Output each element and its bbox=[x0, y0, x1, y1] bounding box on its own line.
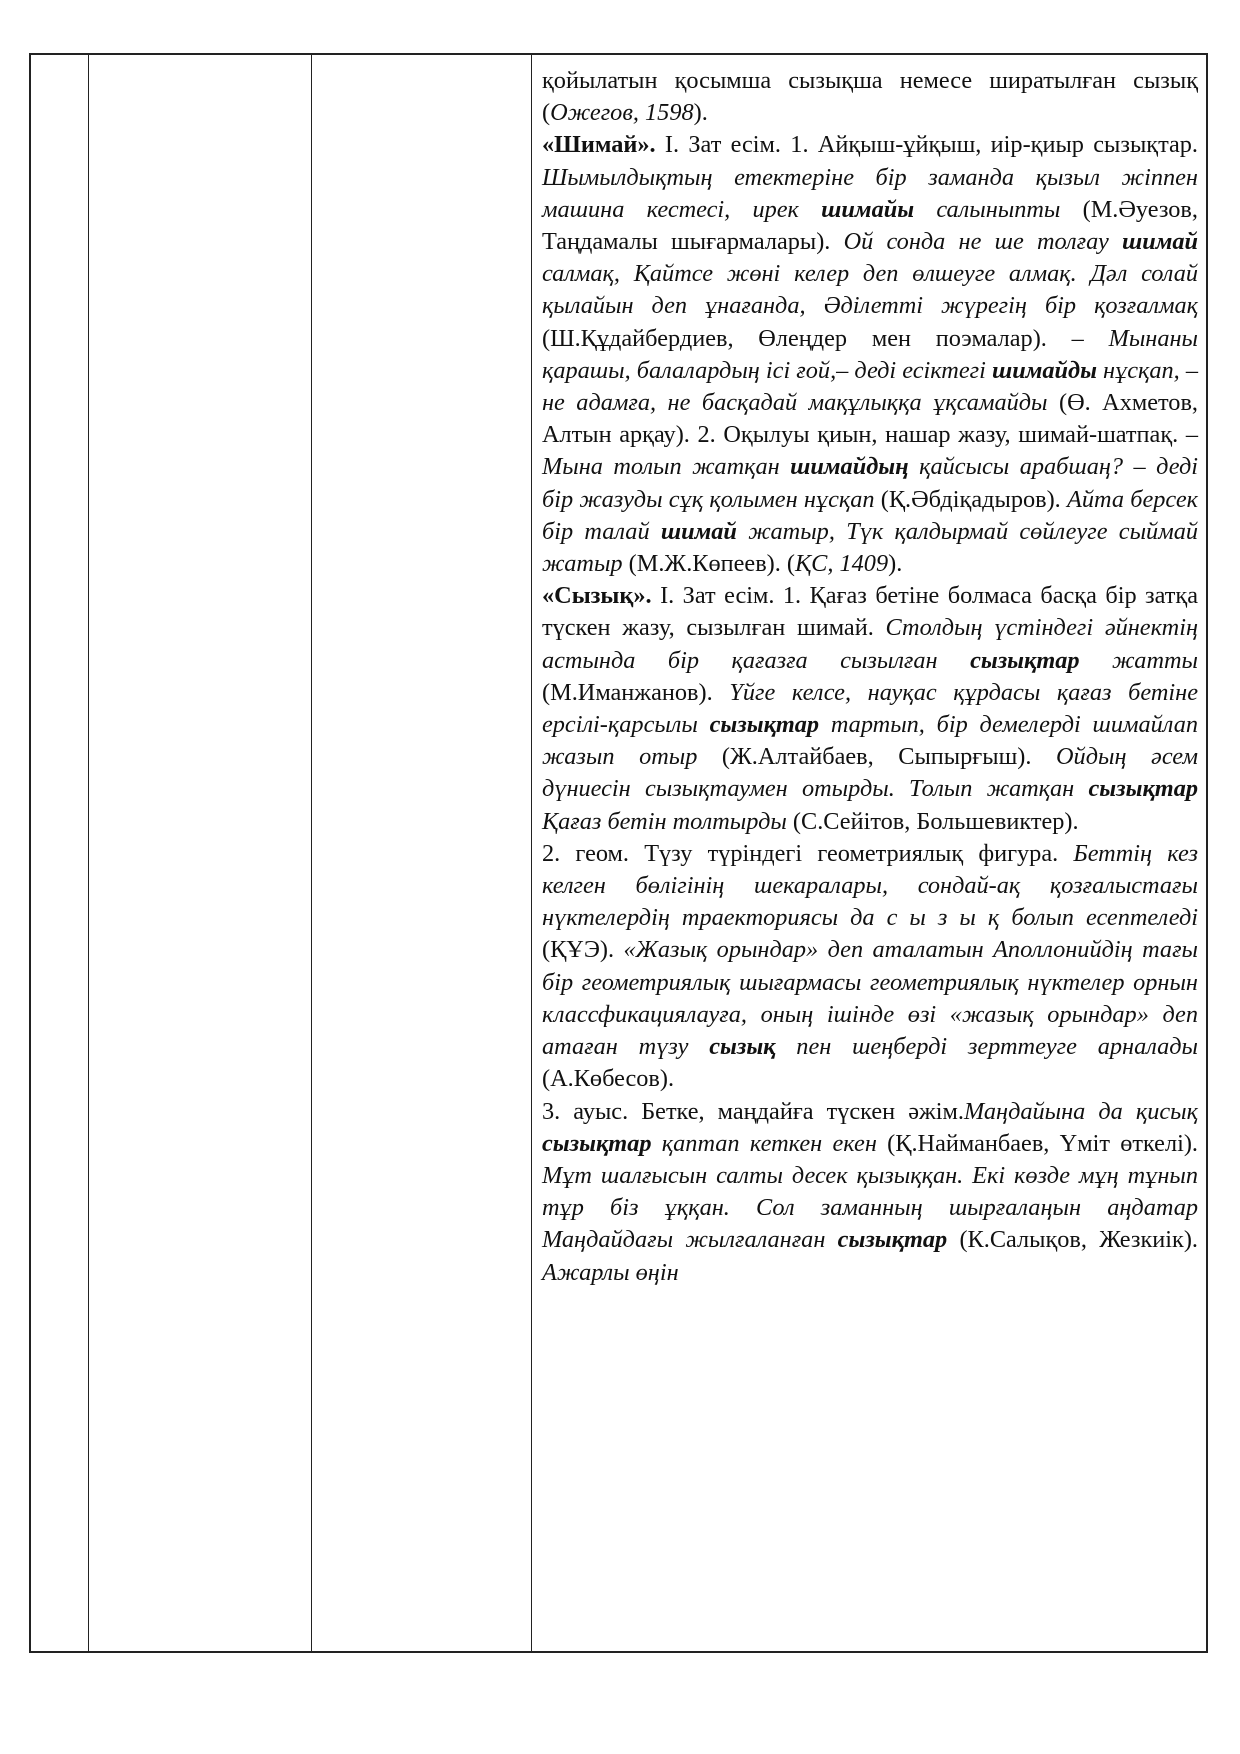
entry-shimai: «Шимай». І. Зат есім. 1. Айқыш-ұйқыш, иір-қиыр сызықтар. Шымылдықтың етектеріне бір заманда қызыл жіппен машина кестесі, ирек шимайы салыныпты (М.Әуезов, Таңдамалы шығармалары). Ой сонда не ше толғау шимай салмақ, Қайтсе жөні келер деп өлшеуге алмақ. Дәл солай қылайын деп ұнағанда, Әділетті жүрегің бір қозғалмақ (Ш.Құдайбердиев, Өлеңдер мен поэмалар). – Мынаны қарашы, балалардың ісі ғой,– деді есіктегі шимайды нұсқап, – не адамға, не басқадай мақұлыққа ұқсамайды (Ө. Ахметов, Алтын арқау). 2. Оқылуы қиын, нашар жазу, шимай-шатпақ. – Мына толып жатқан шимайдың қайсысы арабшаң? – деді бір жазуды сұқ қолымен нұсқап (Қ.Әбдіқадыров). Айта берсек бір талай шимай жатыр, Түк қалдырмай сөйлеуге сыймай жатыр (М.Ж.Көпеев). (ҚС, 1409). bbox=[542, 131, 1199, 578]
table-column-definitions bbox=[532, 55, 1206, 1651]
sense-figurative: 3. ауыс. Бетке, маңдайға түскен әжім.Маңдайына да қисық сызықтар қаптап кеткен екен (Қ.Найманбаев, Үміт өткелі). Мұт шалғысын салты десек қызыққан. Екі көзде мұң тұнып тұр біз ұққан. Сол заманның шырғалаңын аңдатар Маңдайдағы жылғаланған сызықтар (К.Салықов, Жезкиік). Ажарлы өңін bbox=[542, 1097, 1199, 1286]
entry-headword: «Шимай». bbox=[542, 131, 656, 159]
entry-headword: «Сызық». bbox=[542, 582, 652, 610]
table-column-3 bbox=[312, 55, 532, 1651]
sense-geometry: 2. геом. Түзу түріндегі геометриялық фигура. Беттің кез келген бөлігінің шекаралары, сондай-ақ қозғалыстағы нүктелердің траекториясы да с ы з ы қ болып есептеледі (ҚҰЭ). «Жазық орындар» деп аталатын Аполлонийдің тағы бір геометриялық шығармасы геометриялық нүктелер орнын классфикациялауға, оның ішінде өзі «жазық орындар» деп атаған түзу сызық пен шеңберді зерттеуге арналады (А.Көбесов). bbox=[542, 839, 1199, 1093]
content-table bbox=[29, 53, 1208, 1653]
paragraph-ozhegov: қойылатын қосымша сызықша немесе ширатылған сызық (Ожегов, 1598). bbox=[542, 67, 1198, 127]
table-column-number bbox=[31, 55, 89, 1651]
table-column-2 bbox=[89, 55, 312, 1651]
entry-syzyk: «Сызық». І. Зат есім. 1. Қағаз бетіне болмаса басқа бір затқа түскен жазу, сызылған шимай. Столдың үстіндегі әйнектің астында бір қағазға сызылған сызықтар жатты (М.Иманжанов). Үйге келсе, науқас құрдасы қағаз бетіне ерсілі-қарсылы сызықтар тартып, бір демелерді шимайлап жазып отыр (Ж.Алтайбаев, Сыпырғыш). Ойдың әсем дүниесін сызықтаумен отырды. Толып жатқан сызықтар Қағаз бетін толтырды (С.Сейітов, Большевиктер). bbox=[542, 582, 1198, 835]
